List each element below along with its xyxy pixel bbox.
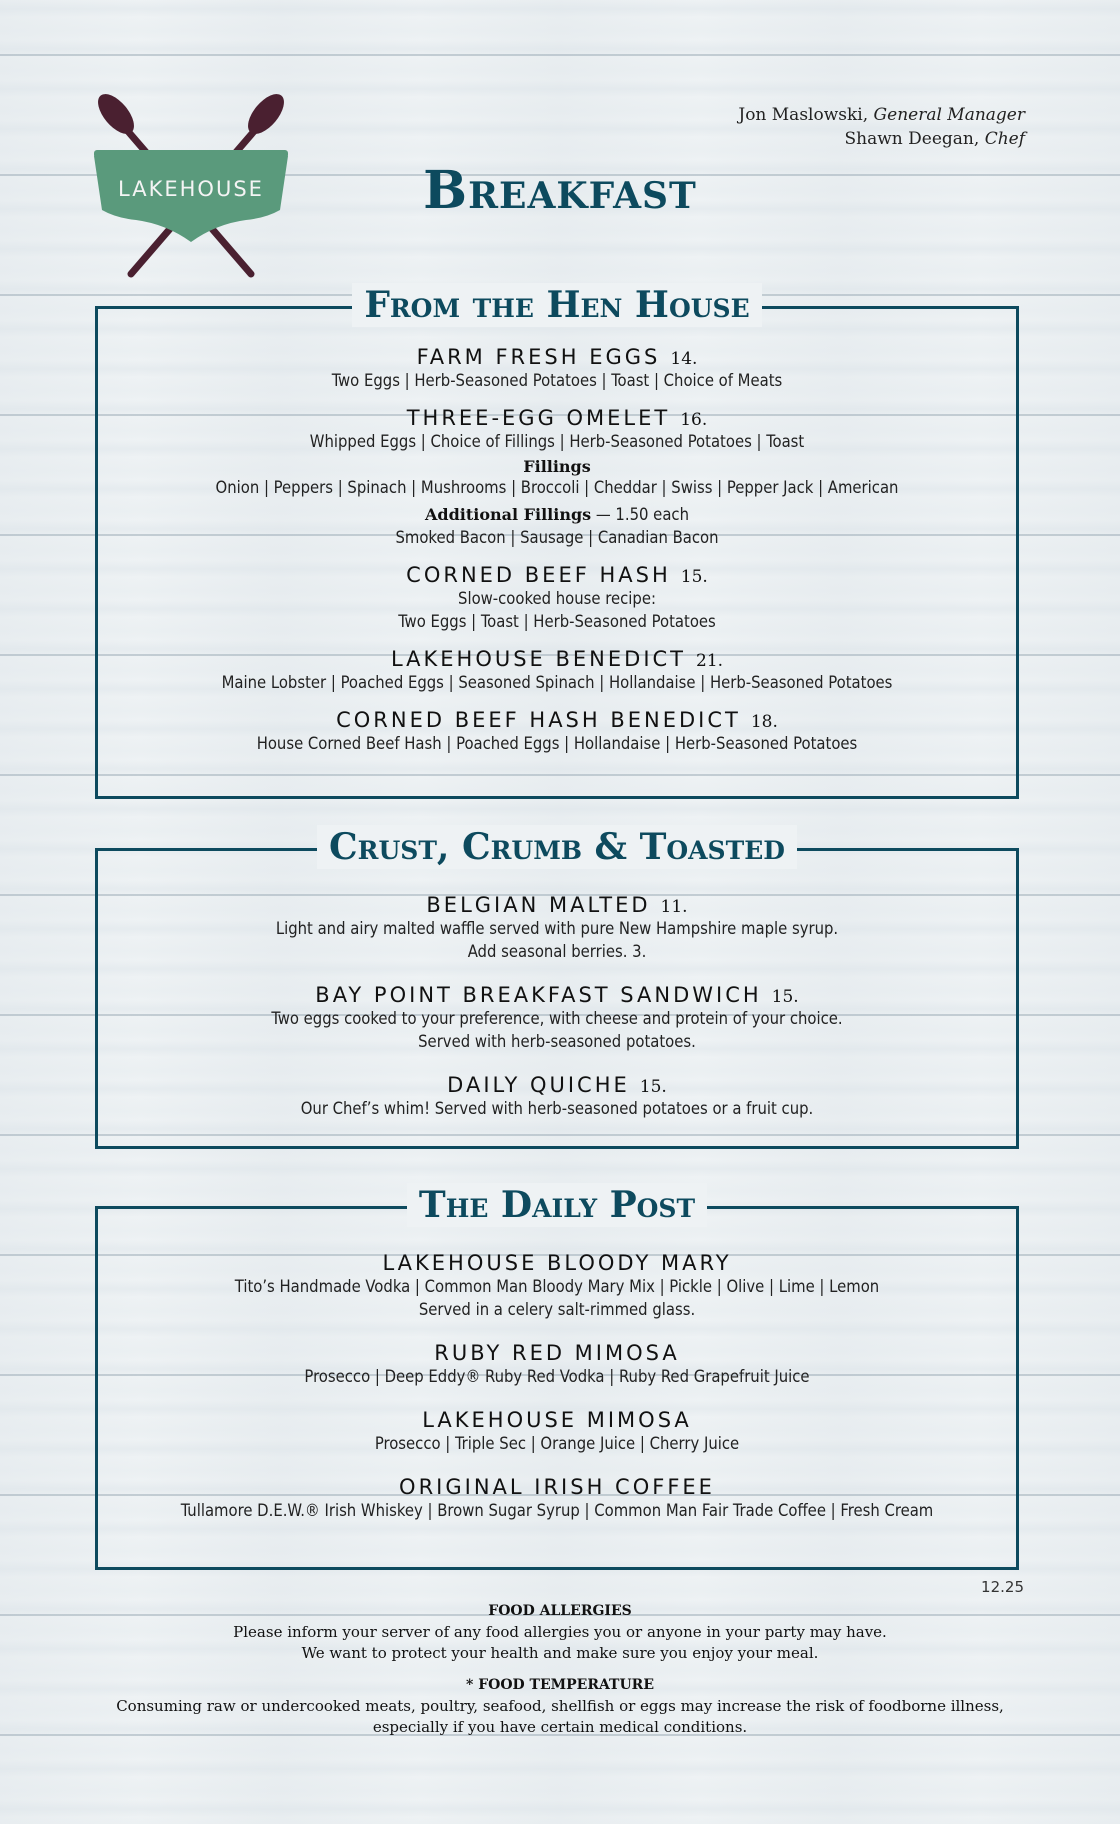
section-heading: Crust, Crumb & Toasted [317,825,797,869]
item-description: Two Eggs | Toast | Herb-Seasoned Potatoes [398,612,716,631]
section-crust-crumb-toasted [95,826,1019,1149]
menu-item [98,1475,1016,1522]
item-name: DAILY QUICHE [447,1073,630,1097]
item-name: CORNED BEEF HASH [406,563,671,587]
item-description: Prosecco | Deep Eddy® Ruby Red Vodka | Ruby Red Grapefruit Juice [304,1367,810,1386]
allergy-notice [0,1600,1120,1664]
item-price: 14. [670,349,698,369]
menu-item [98,1341,1016,1388]
logo-text: LAKEHOUSE [118,177,264,201]
fillings-label: Fillings [523,457,591,476]
item-name: CORNED BEEF HASH BENEDICT [336,708,741,732]
item-name: RUBY RED MIMOSA [434,1341,680,1365]
temperature-text: Consuming raw or undercooked meats, poultry, seafood, shellfish or eggs may increase the risk of foodborne illness, [116,1697,1004,1715]
temperature-title: * FOOD TEMPERATURE [466,1677,654,1693]
item-price: 18. [750,712,778,732]
item-description: Light and airy malted waffle served with pure New Hampshire maple syrup. [275,919,839,938]
menu-item [98,406,1016,549]
additional-fillings-label: Additional Fillings [425,505,592,524]
page-title: Breakfast [423,160,697,221]
item-description: Tito’s Handmade Vodka | Common Man Bloody Mary Mix | Pickle | Olive | Lime | Lemon [234,1277,880,1296]
menu-item [98,1251,1016,1321]
item-name: BELGIAN MALTED [426,893,651,917]
menu-item [98,563,1016,633]
menu-item [98,1408,1016,1455]
item-description: Our Chef’s whim! Served with herb-seasoned potatoes or a fruit cup. [300,1099,814,1118]
fillings-list: Onion | Peppers | Spinach | Mushrooms | Broccoli | Cheddar | Swiss | Pepper Jack | American [215,478,899,497]
item-description: House Corned Beef Hash | Poached Eggs | Hollandaise | Herb-Seasoned Potatoes [256,734,858,753]
item-name: ORIGINAL IRISH COFFEE [399,1475,715,1499]
item-description: Two Eggs | Herb-Seasoned Potatoes | Toast | Choice of Meats [331,371,783,390]
item-price: 11. [660,897,688,917]
item-price: 21. [696,651,724,671]
section-heading: The Daily Post [407,1183,707,1227]
item-description: Maine Lobster | Poached Eggs | Seasoned Spinach | Hollandaise | Herb-Seasoned Potatoes [221,673,893,692]
item-description: Prosecco | Triple Sec | Orange Juice | Cherry Juice [374,1434,740,1453]
menu-item [98,893,1016,963]
item-name: FARM FRESH EGGS [416,345,661,369]
staff-credits [738,103,1025,151]
additional-fillings-list: Smoked Bacon | Sausage | Canadian Bacon [395,528,719,547]
item-description: Add seasonal berries. 3. [467,942,647,961]
item-name: LAKEHOUSE BLOODY MARY [382,1251,732,1275]
menu-version: 12.25 [981,1578,1024,1596]
section-daily-post [95,1184,1019,1570]
staff-manager: Jon Maslowski, General Manager [738,105,1025,125]
allergy-title: FOOD ALLERGIES [488,1603,632,1619]
item-description: Whipped Eggs | Choice of Fillings | Herb-Seasoned Potatoes | Toast [309,432,805,451]
item-price: 15. [771,987,799,1007]
allergy-text: We want to protect your health and make sure you enjoy your meal. [301,1644,819,1662]
section-hen-house [95,284,1019,799]
staff-chef: Shawn Deegan, Chef [844,129,1025,149]
item-name: THREE-EGG OMELET [406,406,671,430]
item-name: LAKEHOUSE BENEDICT [390,647,686,671]
temperature-text: especially if you have certain medical conditions. [372,1718,748,1736]
item-name: BAY POINT BREAKFAST SANDWICH [315,983,762,1007]
section-heading: From the Hen House [352,283,761,327]
item-price: 16. [680,410,708,430]
allergy-text: Please inform your server of any food allergies you or anyone in your party may have. [233,1623,887,1641]
menu-item [98,983,1016,1053]
menu-item [98,708,1016,755]
menu-item [98,1073,1016,1120]
item-description: Served in a celery salt-rimmed glass. [418,1300,696,1319]
item-name: LAKEHOUSE MIMOSA [422,1408,692,1432]
item-description: Two eggs cooked to your preference, with cheese and protein of your choice. [271,1009,843,1028]
menu-item [98,647,1016,694]
temperature-notice [0,1674,1120,1738]
item-description: Tullamore D.E.W.® Irish Whiskey | Brown Sugar Syrup | Common Man Fair Trade Coffee | Fresh Cream [180,1501,934,1520]
item-price: 15. [680,567,708,587]
menu-item [98,345,1016,392]
item-price: 15. [639,1077,667,1097]
additional-fillings-price: — 1.50 each [591,505,689,524]
item-description: Slow-cooked house recipe: [458,589,656,608]
item-description: Served with herb-seasoned potatoes. [418,1032,696,1051]
